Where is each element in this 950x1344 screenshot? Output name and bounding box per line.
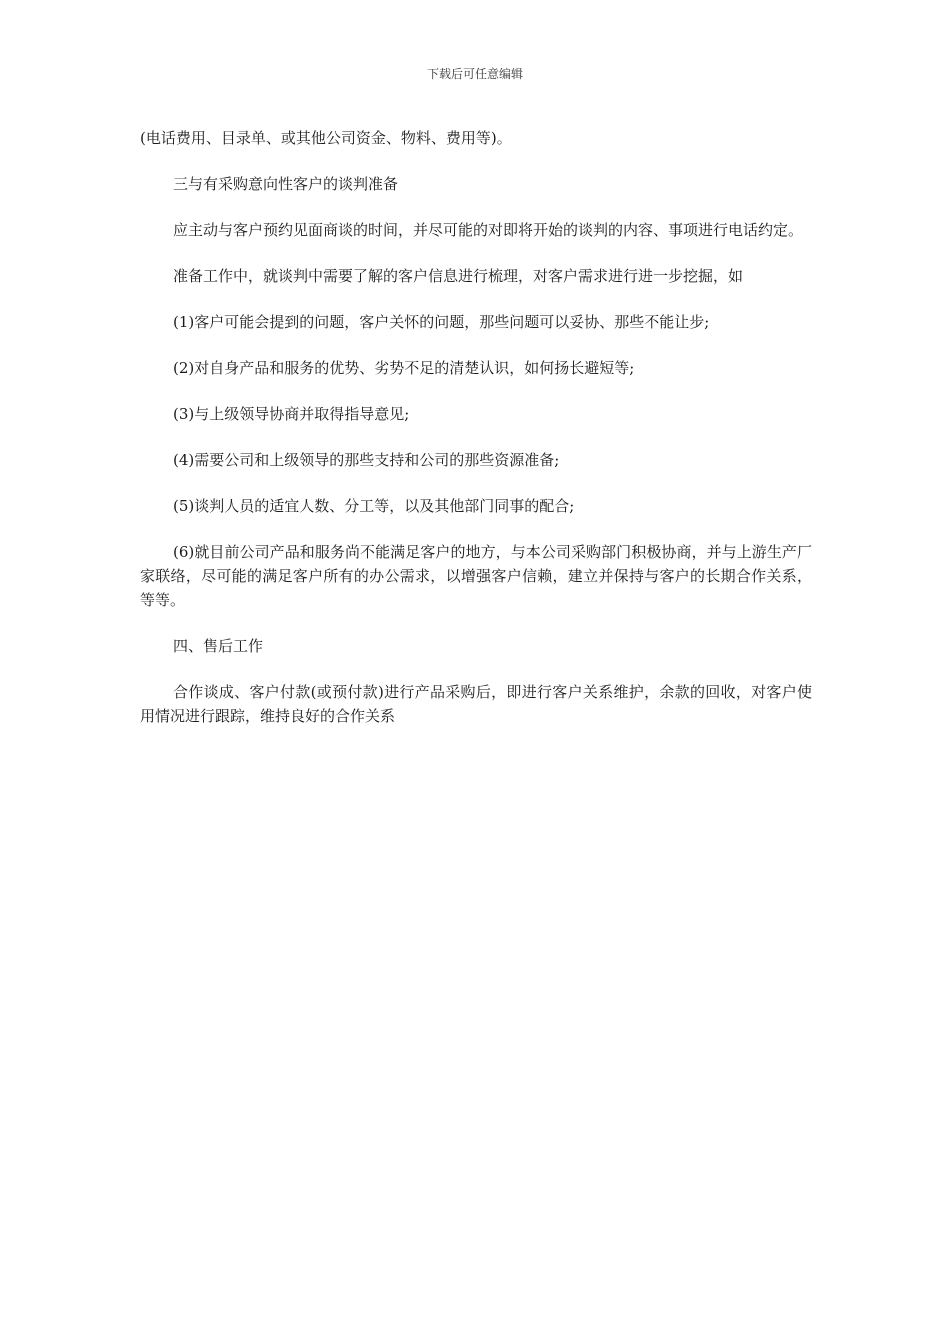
- list-item-1: (1)客户可能会提到的问题，客户关怀的问题，那些问题可以妥协、那些不能让步;: [173, 313, 710, 331]
- list-item-2: (2)对自身产品和服务的优势、劣势不足的清楚认识，如何扬长避短等;: [173, 359, 635, 377]
- section-heading-after-sales: 四、售后工作: [173, 637, 264, 655]
- document-body: [140, 126, 812, 750]
- paragraph-expense-list: (电话费用、目录单、或其他公司资金、物料、费用等)。: [140, 129, 512, 147]
- list-item-4: (4)需要公司和上级领导的那些支持和公司的那些资源准备;: [173, 451, 560, 469]
- list-item-3: (3)与上级领导协商并取得指导意见;: [173, 405, 410, 423]
- paragraph-preparation: 准备工作中，就谈判中需要了解的客户信息进行梳理，对客户需求进行进一步挖掘，如: [173, 267, 744, 285]
- page-header: 下载后可任意编辑: [426, 67, 523, 81]
- paragraph-after-sales: 合作谈成、客户付款(或预付款)进行产品采购后，即进行客户关系维护，余款的回收，对客户使用情况进行跟踪，维持良好的合作关系: [140, 683, 812, 725]
- section-heading-negotiation-prep: 三与有采购意向性客户的谈判准备: [173, 175, 399, 193]
- list-item-5: (5)谈判人员的适宜人数、分工等，以及其他部门同事的配合;: [173, 497, 575, 515]
- paragraph-appointment: 应主动与客户预约见面商谈的时间，并尽可能的对即将开始的谈判的内容、事项进行电话约定。: [173, 221, 804, 239]
- list-item-6: (6)就目前公司产品和服务尚不能满足客户的地方，与本公司采购部门积极协商，并与上游生产厂家联络，尽可能的满足客户所有的办公需求，以增强客户信赖，建立并保持与客户的长期合作关系，等等。: [140, 543, 812, 609]
